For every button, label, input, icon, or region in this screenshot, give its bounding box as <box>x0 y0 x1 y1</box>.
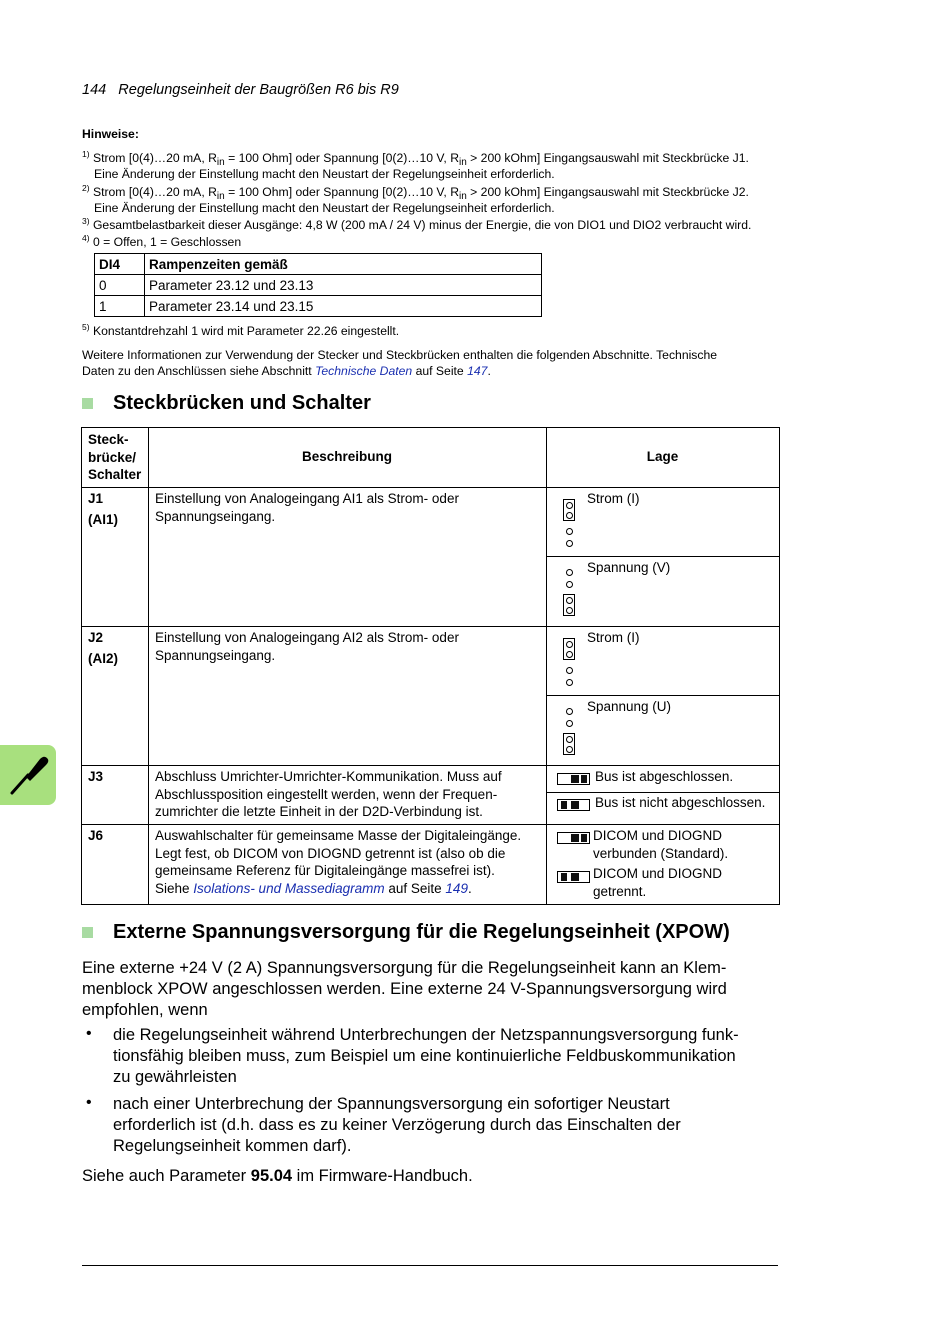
page-149-link[interactable]: 149 <box>445 880 468 896</box>
j1-option-current: Strom (I) <box>587 491 640 506</box>
pin-icon <box>566 667 573 674</box>
jumper-j6-description: Auswahlschalter für gemeinsame Masse der Digitaleingänge. Legt fest, ob DICOM von DIOGND getrennt ist (also ob die gemeinsame Referenz für Digitaleingänge massefrei ist). Siehe Isolations- und Massediagramm auf Seite 149. <box>155 828 522 896</box>
jumper-j1-label: J1 (AI1) <box>88 491 118 527</box>
body-paragraph-1: Eine externe +24 V (2 A) Spannungsversorgung für die Regelungseinheit kann an Klem- menblock XPOW angeschlossen werden. Eine externe 24 V-Spannungsversorgung wird empfohlen, wenn <box>82 959 727 1019</box>
pin-icon <box>566 641 573 648</box>
bullet-icon: • <box>86 1094 92 1111</box>
pin-icon <box>566 597 573 604</box>
page-header-title: Regelungseinheit der Baugrößen R6 bis R9 <box>118 82 399 98</box>
table-cell: 0 <box>95 275 145 296</box>
bullet-item-1: die Regelungseinheit während Unterbrechungen der Netzspannungsversorgung funk- tionsfähig bleiben muss, zum Beispiel um eine kontinuierliche Feldbuskommunikation zu gewährleisten <box>113 1026 739 1086</box>
page-number: 144 <box>82 82 107 98</box>
screwdriver-icon <box>0 745 56 805</box>
j1-option-voltage: Spannung (V) <box>587 560 671 575</box>
jumper-j1-description: Einstellung von Analogeingang AI1 als Strom- oder Spannungseingang. <box>155 491 459 524</box>
pin-icon <box>566 512 573 519</box>
section-title-xpow: Externe Spannungsversorgung für die Regelungseinheit (XPOW) <box>113 921 730 943</box>
table-cell: Parameter 23.14 und 23.15 <box>145 296 542 317</box>
bullet-item-2: nach einer Unterbrechung der Spannungsversorgung ein sofortiger Neustart erforderlich ist (d.h. dass es zu keiner Verzögerung durch das Einschalten der Regelungseinheit kommen darf). <box>113 1095 681 1155</box>
table-header-jumper: Steck- brücke/ Schalter <box>88 432 142 482</box>
page-147-link[interactable]: 147 <box>467 364 488 378</box>
dip-switch-icon <box>557 773 590 785</box>
pin-icon <box>566 736 573 743</box>
pin-icon <box>566 528 573 535</box>
section-bullet-icon <box>82 398 93 409</box>
j6-option-separated: DICOM und DIOGND getrennt. <box>593 866 723 899</box>
j2-option-current: Strom (I) <box>587 630 640 645</box>
table-header-description: Beschreibung <box>301 449 393 464</box>
info-paragraph: Weitere Informationen zur Verwendung der Stecker und Steckbrücken enthalten die folgenden Abschnitte. Technische Daten zu den Anschlüssen siehe Abschnitt Technische Daten auf Seite 147. <box>82 348 718 378</box>
table-cell: Parameter 23.12 und 23.13 <box>145 275 542 296</box>
table-row <box>95 296 542 317</box>
pin-icon <box>566 607 573 614</box>
dip-switch-icon <box>557 799 590 811</box>
note-4: $^{4)}$ 0 = Offen, 1 = Geschlossen <box>82 233 242 249</box>
technische-daten-link[interactable]: Technische Daten <box>315 364 413 378</box>
pin-icon <box>566 651 573 658</box>
footer-rule <box>82 1265 778 1266</box>
section-bullet-icon <box>82 927 93 938</box>
j3-option-terminated: Bus ist abgeschlossen. <box>595 769 734 784</box>
notes-heading: Hinweise: <box>82 127 139 141</box>
j2-option-voltage: Spannung (U) <box>587 699 672 714</box>
jumper-table <box>81 427 780 905</box>
note-3: $^{3)}$ Gesamtbelastbarkeit dieser Ausgänge: 4,8 W (200 mA / 24 V) minus der Energie, die von DIO1 und DIO2 verbraucht wird. <box>82 216 752 232</box>
pin-icon <box>566 540 573 547</box>
body-paragraph-2: Siehe auch Parameter 95.04 im Firmware-Handbuch. <box>82 1167 473 1185</box>
page-header <box>82 82 399 98</box>
pin-icon <box>566 502 573 509</box>
jumper-j6-label: J6 <box>88 828 104 843</box>
note-5: $^{5)}$ Konstantdrehzahl 1 wird mit Parameter 22.26 eingestellt. <box>82 322 400 338</box>
chapter-tab <box>0 745 56 805</box>
jumper-j2-description: Einstellung von Analogeingang AI2 als Strom- oder Spannungseingang. <box>155 630 459 663</box>
pin-icon <box>566 720 573 727</box>
jumper-j2-label: J2 (AI2) <box>88 630 118 666</box>
pin-icon <box>566 746 573 753</box>
j6-option-connected: DICOM und DIOGND verbunden (Standard). <box>593 828 729 861</box>
j3-option-not-terminated: Bus ist nicht abgeschlossen. <box>595 795 766 810</box>
table-header: Rampenzeiten gemäß <box>145 254 542 275</box>
table-header-position: Lage <box>646 449 679 464</box>
section-title-jumpers: Steckbrücken und Schalter <box>113 392 371 414</box>
pin-icon <box>566 708 573 715</box>
dip-switch-icon <box>557 871 590 883</box>
table-cell: 1 <box>95 296 145 317</box>
table-row <box>95 275 542 296</box>
bullet-icon: • <box>86 1025 92 1042</box>
isolation-diagram-link[interactable]: Isolations- und Massediagramm <box>193 880 385 896</box>
pin-icon <box>566 581 573 588</box>
dip-switch-icon <box>557 832 590 844</box>
note-1: $^{1)}$ Strom [0(4)…20 mA, $R_{in} = 100$ Ohm] oder Spannung [0(2)…10 V, $R_{in} > 200$ kOhm] Eingangsauswahl mit Steckbrücke J1. Eine Änderung der Einstellung macht den Neustart der Regelungseinheit erforderlich. <box>82 149 749 181</box>
note-2: $^{2)}$ Strom [0(4)…20 mA, $R_{in} = 100$ Ohm] oder Spannung [0(2)…10 V, $R_{in} > 200$ kOhm] Eingangsauswahl mit Steckbrücke J2. Eine Änderung der Einstellung macht den Neustart der Regelungseinheit erforderlich. <box>82 183 749 215</box>
table-header: DI4 <box>95 254 145 275</box>
jumper-j3-label: J3 <box>88 769 104 784</box>
jumper-j3-description: Abschluss Umrichter-Umrichter-Kommunikation. Muss auf Abschlussposition eingestellt werden, wenn der Frequen- zumrichter die letzte Einheit in der D2D-Verbindung ist. <box>155 769 502 819</box>
pin-icon <box>566 679 573 686</box>
di4-ramp-table <box>94 253 542 317</box>
pin-icon <box>566 569 573 576</box>
